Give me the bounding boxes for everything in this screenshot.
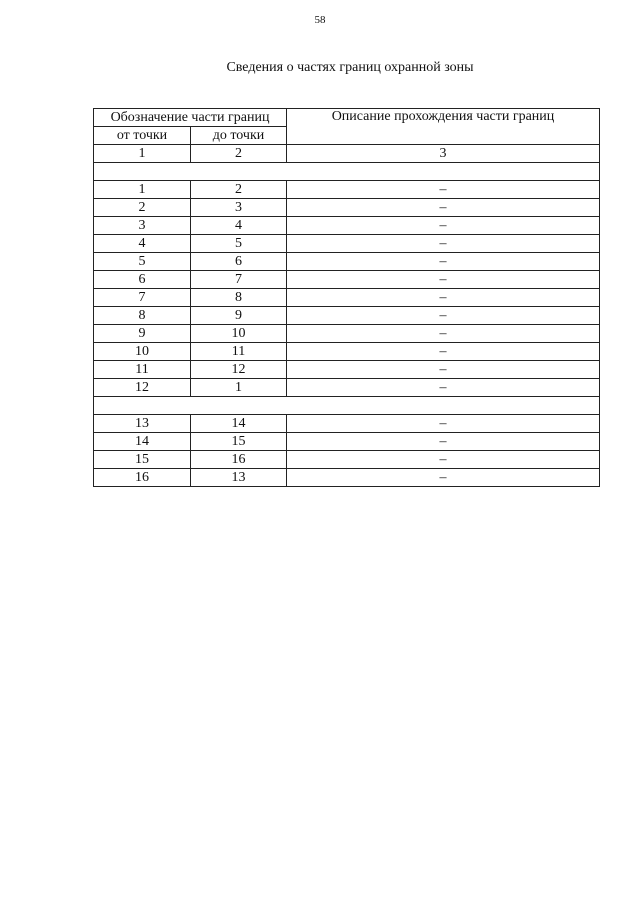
table-row	[94, 415, 600, 433]
header-boundary-part-description: Описание прохождения части границ	[287, 109, 600, 145]
table-row	[94, 451, 600, 469]
header-from-point: от точки	[94, 127, 191, 145]
description-cell: –	[287, 379, 600, 397]
to-point-cell: 8	[191, 289, 287, 307]
column-number-cell: 1	[94, 145, 191, 163]
to-point-cell: 2	[191, 181, 287, 199]
from-point-cell: 3	[94, 217, 191, 235]
table-row	[94, 361, 600, 379]
table-row	[94, 253, 600, 271]
section-label-cell	[94, 397, 600, 415]
to-point-cell: 9	[191, 307, 287, 325]
to-point-cell: 4	[191, 217, 287, 235]
table-row	[94, 181, 600, 199]
description-cell: –	[287, 469, 600, 487]
table-row	[94, 271, 600, 289]
to-point-cell: 10	[191, 325, 287, 343]
from-point-cell: 12	[94, 379, 191, 397]
description-cell: –	[287, 271, 600, 289]
table-row	[94, 469, 600, 487]
to-point-cell: 7	[191, 271, 287, 289]
from-point-cell: 7	[94, 289, 191, 307]
from-point-cell: 8	[94, 307, 191, 325]
from-point-cell: 14	[94, 433, 191, 451]
description-cell: –	[287, 235, 600, 253]
from-point-cell: 2	[94, 199, 191, 217]
description-cell: –	[287, 325, 600, 343]
description-cell: –	[287, 433, 600, 451]
column-number-row	[94, 145, 600, 163]
to-point-cell: 12	[191, 361, 287, 379]
column-number-cell: 2	[191, 145, 287, 163]
to-point-cell: 6	[191, 253, 287, 271]
description-cell: –	[287, 199, 600, 217]
description-cell: –	[287, 343, 600, 361]
from-point-cell: 1	[94, 181, 191, 199]
from-point-cell: 6	[94, 271, 191, 289]
description-cell: –	[287, 253, 600, 271]
to-point-cell: 5	[191, 235, 287, 253]
table-body	[94, 163, 600, 487]
from-point-cell: 13	[94, 415, 191, 433]
section-label-cell	[94, 163, 600, 181]
from-point-cell: 11	[94, 361, 191, 379]
table-row	[94, 343, 600, 361]
header-to-point: до точки	[191, 127, 287, 145]
description-cell: –	[287, 307, 600, 325]
boundary-parts-table	[93, 108, 600, 487]
section-separator-row	[94, 163, 600, 181]
from-point-cell: 10	[94, 343, 191, 361]
description-cell: –	[287, 289, 600, 307]
header-boundary-part-designation: Обозначение части границ	[94, 109, 287, 127]
from-point-cell: 5	[94, 253, 191, 271]
table-row	[94, 307, 600, 325]
description-cell: –	[287, 451, 600, 469]
description-cell: –	[287, 415, 600, 433]
table-row	[94, 289, 600, 307]
document-title: Сведения о частях границ охранной зоны	[226, 60, 474, 75]
table-row	[94, 379, 600, 397]
from-point-cell: 15	[94, 451, 191, 469]
table-row	[94, 217, 600, 235]
to-point-cell: 15	[191, 433, 287, 451]
table-row	[94, 199, 600, 217]
description-cell: –	[287, 217, 600, 235]
section-separator-row	[94, 397, 600, 415]
to-point-cell: 16	[191, 451, 287, 469]
to-point-cell: 14	[191, 415, 287, 433]
to-point-cell: 1	[191, 379, 287, 397]
to-point-cell: 11	[191, 343, 287, 361]
table-row	[94, 325, 600, 343]
page-number: 58	[314, 14, 326, 26]
table-row	[94, 235, 600, 253]
from-point-cell: 9	[94, 325, 191, 343]
description-cell: –	[287, 181, 600, 199]
to-point-cell: 13	[191, 469, 287, 487]
table-row	[94, 433, 600, 451]
column-number-cell: 3	[287, 145, 600, 163]
from-point-cell: 4	[94, 235, 191, 253]
from-point-cell: 16	[94, 469, 191, 487]
description-cell: –	[287, 361, 600, 379]
to-point-cell: 3	[191, 199, 287, 217]
